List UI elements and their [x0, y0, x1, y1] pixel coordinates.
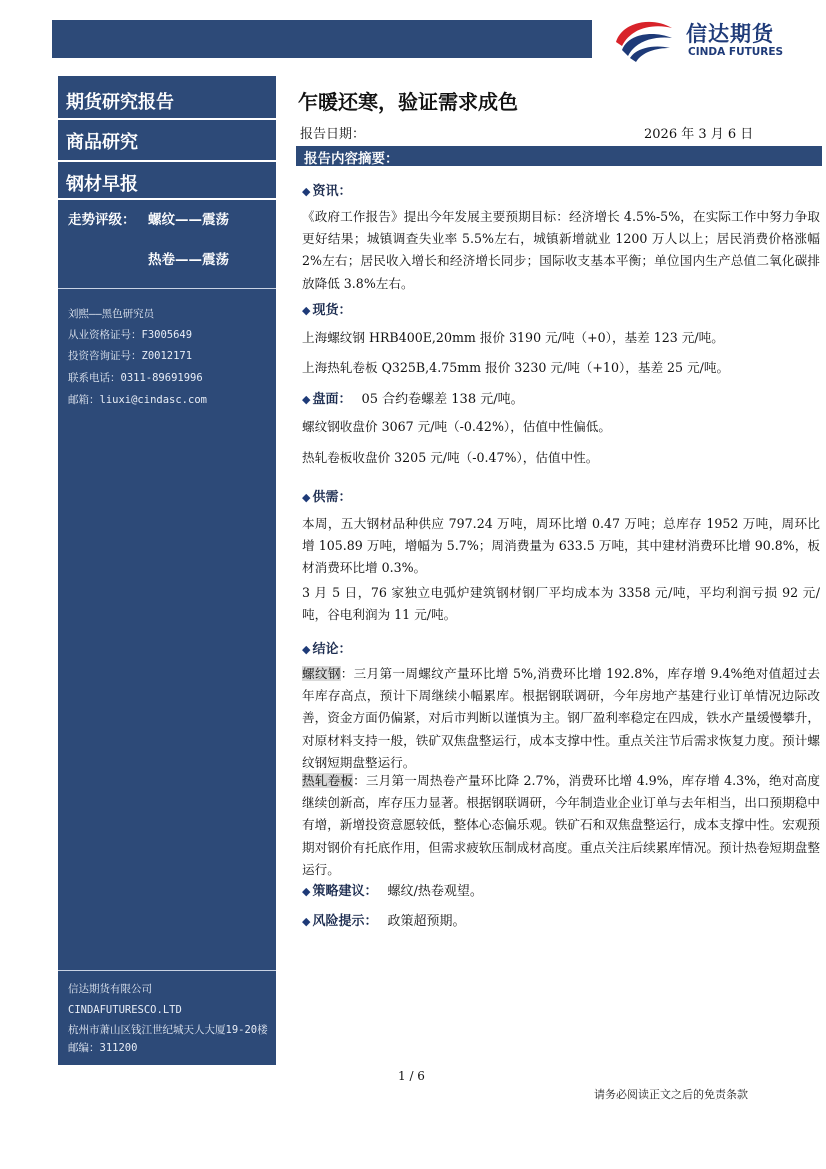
diamond-bullet-icon: ◆	[302, 915, 311, 928]
risk-text: 政策超预期。	[387, 914, 466, 929]
supply-paragraph-2: 3 月 5 日，76 家独立电弧炉建筑钢材钢厂平均成本为 3358 元/吨，平均利润亏损 92 元/吨，谷电利润为 11 元/吨。	[302, 585, 820, 623]
report-date-value: 2026 年 3 月 6 日	[644, 127, 754, 142]
summary-label: 报告内容摘要：	[304, 151, 399, 167]
company-postcode: 邮编：311200	[68, 1042, 138, 1054]
company-site: CINDAFUTURESCO.LTD	[68, 1004, 182, 1016]
report-title: 乍暖还寒，验证需求成色	[298, 90, 518, 114]
analyst-email[interactable]: 邮箱：liuxi@cindasc.com	[68, 394, 207, 406]
diamond-bullet-icon: ◆	[302, 304, 311, 317]
rating-rebar: 螺纹——震荡	[148, 212, 229, 228]
section-futures-heading: ◆ 盘面： 05 合约卷螺差 138 元/吨。	[302, 392, 524, 407]
sidebar-divider	[58, 198, 276, 200]
analyst-qualification: 从业资格证号：F3005649	[68, 329, 193, 341]
sidebar-separator	[58, 288, 276, 289]
section-supply-heading: ◆ 供需：	[302, 490, 352, 505]
conclusion-hrc-paragraph: 热轧卷板：三月第一周热卷产量环比降 2.7%，消费环比增 4.9%，库存增 4.3%，绝对高度继续创新高，库存压力显著。根据钢联调研，今年制造业企业订单与去年相当，出口预期稳中有增，新增投资意愿较低，整体心态偏乐观。铁矿石和双焦盘整运行，成本支撑中性。宏观预期对钢价有托底作用，但需求疲软压制成材高度。重点关注后续累库情况。预计热卷短期盘整运行。	[302, 773, 821, 877]
diamond-bullet-icon: ◆	[302, 491, 311, 504]
rating-label: 走势评级：	[68, 212, 136, 228]
summary-header-bar	[296, 146, 822, 166]
company-address: 杭州市萧山区钱江世纪城天人大厦19-20楼	[68, 1024, 268, 1036]
report-type-title: 期货研究报告	[66, 92, 174, 113]
sidebar-separator	[58, 970, 276, 971]
section-strategy-heading: ◆ 策略建议： 螺纹/热卷观望。	[302, 884, 483, 899]
company-name: 信达期货有限公司	[68, 983, 152, 995]
hrc-tag: 热轧卷板	[302, 773, 354, 788]
analyst-consult-id: 投资咨询证号：Z0012171	[68, 350, 193, 362]
diamond-bullet-icon: ◆	[302, 393, 311, 406]
section-news-heading: ◆ 资讯：	[302, 184, 352, 199]
report-name-title: 钢材早报	[66, 174, 138, 195]
analyst-name: 刘熙——黑色研究员	[68, 308, 155, 320]
supply-paragraph-1: 本周，五大钢材品种供应 797.24 万吨，周环比增 0.47 万吨；总库存 1952 万吨，周环比增 105.89 万吨，增幅为 5.7%；周消费量为 633.5 万吨，其中建材消费环比增 90.8%，板材消费环比增 0.3%。	[302, 516, 820, 576]
conclusion-rebar-paragraph: 螺纹钢：三月第一周螺纹产量环比增 5%,消费环比增 192.8%，库存增 9.4%绝对值超过去年库存高点，预计下周继续小幅累库。根据钢联调研，今年房地产基建行业订单情况边际改善，资金方面仍偏紧，对后市判断以谨慎为主。钢厂盈利率稳定在四成，铁水产量缓慢攀升，对原材料支持一般，铁矿双焦盘整运行，成本支撑中性。重点关注节后需求恢复力度。预计螺纹钢短期盘整运行。	[302, 666, 820, 770]
page-number: 1 / 6	[398, 1069, 425, 1083]
company-logo	[612, 14, 812, 64]
analyst-phone: 联系电话：0311-89691996	[68, 372, 203, 384]
rating-hrc: 热卷——震荡	[148, 252, 229, 268]
sidebar	[58, 76, 276, 1065]
section-risk-heading: ◆ 风险提示： 政策超预期。	[302, 914, 466, 929]
spot-rebar-line: 上海螺纹钢 HRB400E,20mm 报价 3190 元/吨（+0），基差 123 元/吨。	[302, 330, 724, 345]
report-date-label: 报告日期：	[300, 127, 366, 142]
section-conclusion-heading: ◆ 结论：	[302, 642, 352, 657]
diamond-bullet-icon: ◆	[302, 885, 311, 898]
logo-name-cn: 信达期货	[686, 22, 774, 46]
cinda-logo-icon	[612, 16, 676, 62]
section-spot-heading: ◆ 现货：	[302, 303, 352, 318]
sidebar-divider	[58, 160, 276, 162]
logo-name-en: CINDA FUTURES	[688, 46, 784, 58]
strategy-text: 螺纹/热卷观望。	[387, 884, 483, 899]
futures-spread: 05 合约卷螺差 138 元/吨。	[361, 392, 524, 407]
category-title: 商品研究	[66, 132, 138, 153]
spot-hrc-line: 上海热轧卷板 Q325B,4.75mm 报价 3230 元/吨（+10），基差 25 元/吨。	[302, 360, 730, 375]
header-banner	[52, 20, 592, 58]
news-paragraph: 《政府工作报告》提出今年发展主要预期目标：经济增长 4.5%-5%，在实际工作中努力争取更好结果；城镇调查失业率 5.5%左右，城镇新增就业 1200 万人以上；居民消费价格涨幅 2%左右；居民收入增长和经济增长同步；国际收支基本平衡；单位国内生产总值二氧化碳排放降低 3.8%左右。	[302, 209, 820, 291]
sidebar-divider	[58, 118, 276, 120]
disclaimer-note: 请务必阅读正文之后的免责条款	[594, 1088, 748, 1101]
futures-rebar-line: 螺纹钢收盘价 3067 元/吨（-0.42%），估值中性偏低。	[302, 419, 611, 434]
futures-hrc-line: 热轧卷板收盘价 3205 元/吨（-0.47%），估值中性。	[302, 450, 599, 465]
rebar-tag: 螺纹钢	[302, 666, 341, 681]
diamond-bullet-icon: ◆	[302, 185, 311, 198]
diamond-bullet-icon: ◆	[302, 643, 311, 656]
